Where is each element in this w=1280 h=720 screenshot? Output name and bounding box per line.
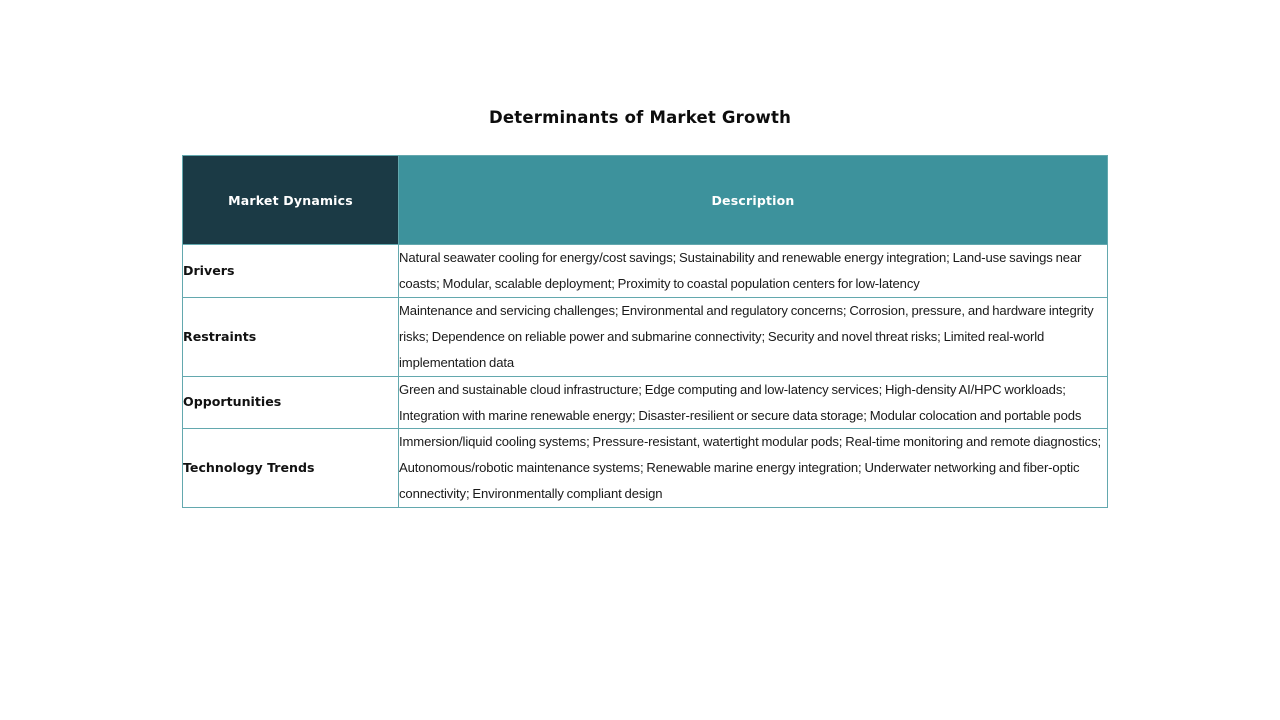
table-header	[183, 156, 1108, 245]
table-row	[183, 245, 1108, 298]
row-description-restraints	[399, 297, 1108, 376]
row-description-drivers	[399, 245, 1108, 298]
table-row	[183, 429, 1108, 508]
column-header-description: Description	[399, 156, 1108, 245]
row-label-technology-trends: Technology Trends	[183, 429, 399, 508]
row-description-text: Immersion/liquid cooling systems; Pressure-resistant, watertight modular pods; Real-time monitoring and remote diagnostics; Autonomous/robotic maintenance systems; Renewable marine energy integration; Underwater networking and fiber-optic connectivity; Environmentally compliant design	[399, 434, 1102, 502]
row-description-text: Green and sustainable cloud infrastructure; Edge computing and low-latency services; High-density AI/HPC workloads; Integration with marine renewable energy; Disaster-resilient or secure data storage; Modular colocation and portable pods	[399, 381, 1082, 423]
row-label-drivers: Drivers	[183, 245, 399, 298]
page-title: Determinants of Market Growth	[488, 108, 792, 127]
table-row	[183, 297, 1108, 376]
row-description-technology-trends	[399, 429, 1108, 508]
table-header-row	[183, 156, 1108, 245]
row-description-text: Maintenance and servicing challenges; Environmental and regulatory concerns; Corrosion, pressure, and hardware integrity risks; Dependence on reliable power and submarine connectivity; Security and novel threat risks; Limited real-world implementation data	[399, 302, 1094, 370]
determinants-table-container	[182, 155, 1107, 508]
table-row	[183, 376, 1108, 429]
row-label-opportunities: Opportunities	[183, 376, 399, 429]
row-description-text: Natural seawater cooling for energy/cost savings; Sustainability and renewable energy integration; Land-use savings near coasts; Modular, scalable deployment; Proximity to coastal population centers for low-latency	[399, 250, 1082, 291]
column-header-market-dynamics: Market Dynamics	[183, 156, 399, 245]
row-description-opportunities	[399, 376, 1108, 429]
determinants-table	[182, 155, 1108, 508]
table-body	[183, 245, 1108, 508]
row-label-restraints: Restraints	[183, 297, 399, 376]
